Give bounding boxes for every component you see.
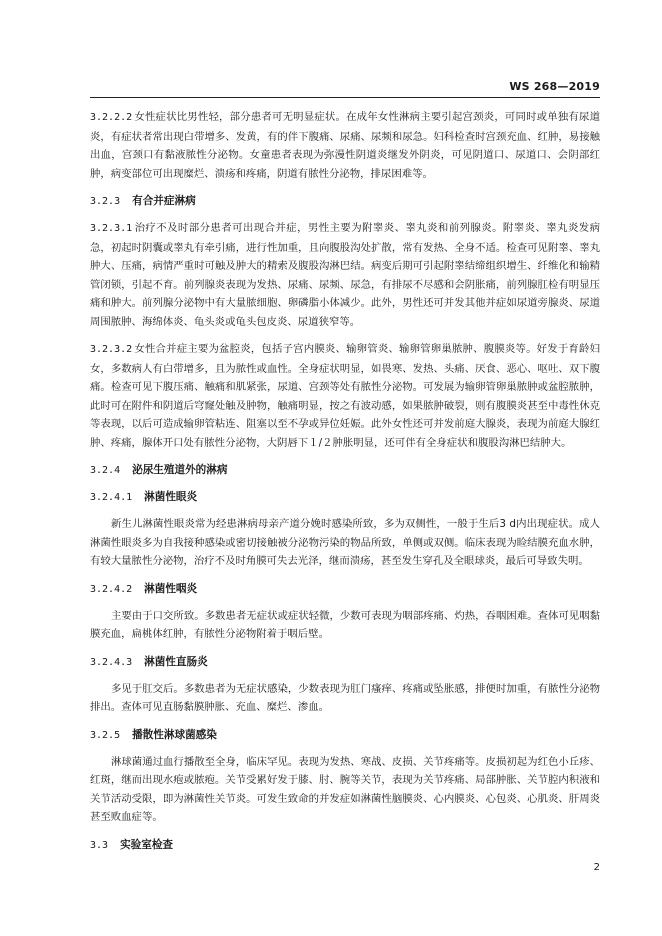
paragraph-3-2-3-1 [90,219,600,331]
paragraph-3-2-2-2 [90,108,600,183]
paragraph-text: 治疗不及时部分患者可出现合并症，男性主要为附睾炎、睾丸炎和前列腺炎。附睾炎、睾丸炎发病急，初起时阴囊或睾丸有牵引痛，进行性加重，且向腹股沟处扩散，常有发热、全身不适。检查可见附睾、睾丸肿大、压痛，病情严重时可触及肿大的精索及腹股沟淋巴结。病变后期可引起附睾结缔组织增生、纤维化和输精管闭锁，引起不育。前列腺炎表现为发热、尿痛、尿频、尿急，有排尿不尽感和会阴胀痛，前列腺肛检有明显压痛和肿大。前列腺分泌物中有大量脓细胞、卵磷脂小体减少。此外，男性还可并发其他并症如尿道旁腺炎、尿道周围脓肿、海绵体炎、龟头炎或龟头包皮炎、尿道狭窄等。 [90,222,600,328]
clause-number: 3.2.5 [90,729,121,741]
document-body [90,108,600,863]
clause-number: 3.2.3.2 [90,344,133,355]
paragraph-text: 女性合并症主要为盆腔炎，包括子宫内膜炎、输卵管炎、输卵管卵巢脓肿、腹膜炎等。好发于育龄妇女，多数病人有白带增多，且为脓性或血性。全身症状明显，如畏寒、发热、头痛、厌食、恶心、呕吐、双下腹痛。检查可见下腹压痛、触痛和肌紧张，尿道、宫颈等处有脓性分泌物。可发展为输卵管卵巢脓肿或盆腔脓肿，此时可在附件和阴道后穹窿处触及肿物，触痛明显，按之有波动感，如果脓肿破裂，则有腹膜炎甚至中毒性休克等表现，以后可造成输卵管粘连、阻塞以至不孕或异位妊娠。此外女性还可并发前庭大腺炎，表现为前庭大腺红肿、疼痛，腺体开口处有脓性分泌物，大阴唇下１/２肿胀明显，还可伴有全身症状和腹股沟淋巴结肿大。 [90,343,600,449]
clause-number: 3.3 [90,839,109,851]
heading-text: 实验室检查 [120,838,174,851]
heading-3-3 [90,836,600,855]
clause-number: 3.2.3.1 [90,223,133,234]
paragraph-3-2-4-2: 主要由于口交所致。多数患者无症状或症状轻微，少数可表现为咽部疼痛、灼热，吞咽困难。查体可见咽黏膜充血，扁桃体红肿，有脓性分泌物附着于咽后壁。 [90,609,600,640]
page-number: 2 [593,862,600,873]
heading-3-2-4-1 [90,488,600,507]
heading-text: 有合并症淋病 [132,195,196,207]
paragraph-3-2-4-1: 新生儿淋菌性眼炎常为经患淋病母亲产道分娩时感染所致，多为双侧性，一般于生后3 d内出现症状。成人淋菌性眼炎多为自我接种感染或密切接触被分泌物污染的物品所致，单侧或双侧。临床表现为睑结膜充血水肿，有较大量脓性分泌物，治疗不及时角膜可失去光泽，继而溃疡，甚至发生穿孔及全眼球炎，最后可导致失明。 [90,518,600,567]
heading-3-2-4-2 [90,580,600,599]
heading-text: 泌尿生殖道外的淋病 [132,464,228,476]
clause-number: 3.2.2.2 [90,112,133,123]
heading-text: 播散性淋球菌感染 [132,728,217,741]
clause-number: 3.2.4.3 [90,656,133,668]
paragraph-3-2-3-2 [90,340,600,452]
heading-3-2-4-3 [90,653,600,672]
heading-text: 淋菌性直肠炎 [144,655,208,668]
heading-3-2-5 [90,726,600,745]
paragraph-3-2-4-3: 多见于肛交后。多数患者为无症状感染，少数表现为肛门瘙痒、疼痛或坠胀感，排便时加重，有脓性分泌物排出。查体可见直肠黏膜肿胀、充血、糜烂、渗血。 [90,682,600,713]
standard-code: WS 268—2019 [509,80,600,93]
clause-number: 3.2.4 [90,465,121,476]
clause-number: 3.2.4.2 [90,583,133,595]
clause-number: 3.2.3 [90,196,121,207]
heading-3-2-4 [90,461,600,480]
clause-number: 3.2.4.1 [90,492,133,503]
heading-3-2-3 [90,192,600,211]
heading-text: 淋菌性眼炎 [144,491,198,503]
paragraph-3-2-5: 淋球菌通过血行播散至全身，临床罕见。表现为发热、寒战、皮损、关节疼痛等。皮损初起为红色小丘疹、红斑，继而出现水疱或脓疱。关节受累好发于膝、肘、腕等关节，表现为关节疼痛、局部肿胀、关节腔内积液和关节活动受限，即为淋菌性关节炎。可发生致命的并发症如淋菌性脑膜炎、心内膜炎、心包炎、心肌炎、肝周炎甚至败血症等。 [90,755,600,823]
heading-text: 淋菌性咽炎 [144,582,198,595]
paragraph-text: 女性症状比男性轻，部分患者可无明显症状。在成年女性淋病主要引起宫颈炎，可同时或单独有尿道炎，有症状者常出现白带增多、发黄，有的伴下腹痛、尿痛、尿频和尿急。妇科检查时宫颈充血、红肿，易接触出血，宫颈口有黏液脓性分泌物。女童患者表现为弥漫性阴道炎继发外阴炎，可见阴道口、尿道口、会阴部红肿，病变部位可出现糜烂、溃疡和疼痛，阴道有脓性分泌物，排尿困难等。 [90,111,600,180]
header-rule [90,97,600,98]
